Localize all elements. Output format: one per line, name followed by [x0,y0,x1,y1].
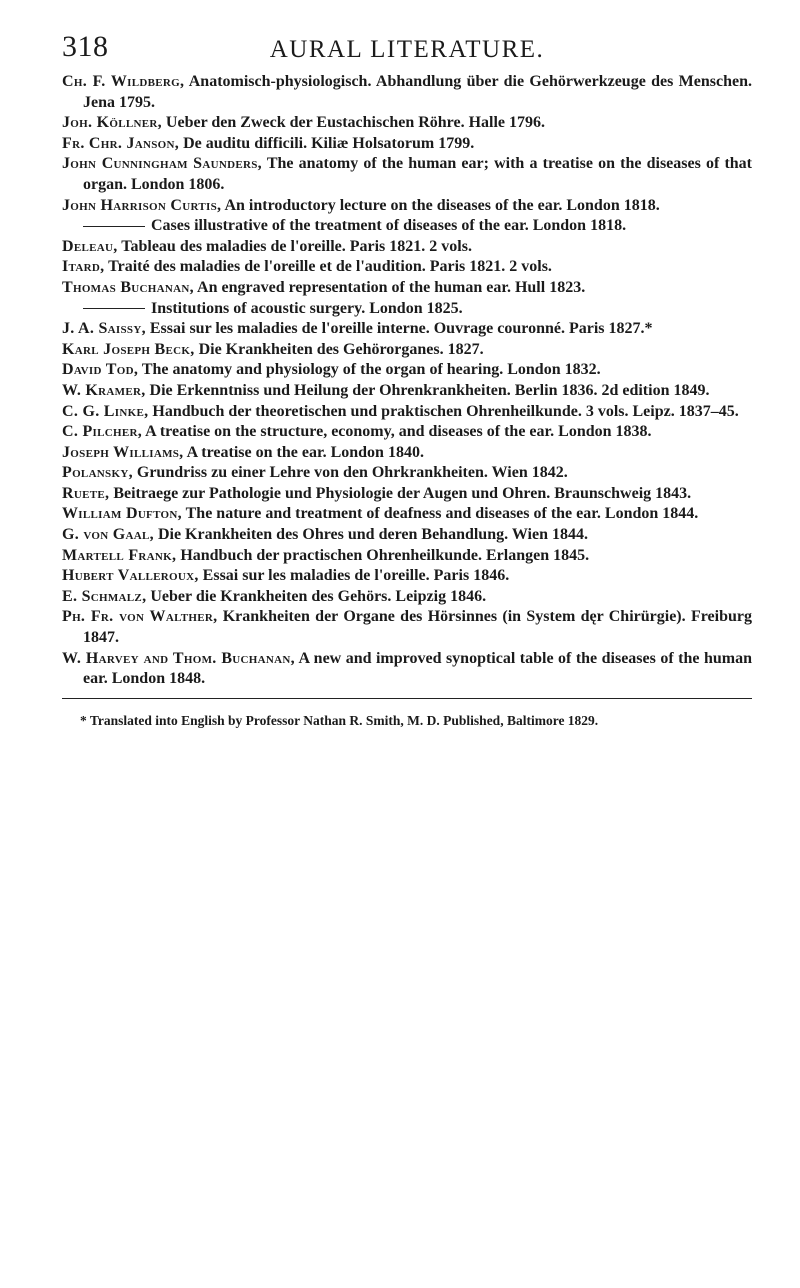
footnote-divider [62,698,752,699]
entry-author: E. Schmalz, [62,587,147,605]
entry-text: The anatomy and physiology of the organ of hearing. London 1832. [138,361,601,379]
entry-text: Die Krankheiten des Gehörorganes. 1827. [194,340,484,358]
entry-text: A new and improved synoptical table of the diseases of the human ear. London 1848. [83,649,752,688]
bibliography-entry [62,134,752,155]
entry-text: Ueber die Krankheiten des Gehörs. Leipzig 1846. [146,587,487,605]
bibliography-entry [62,607,752,648]
running-title: AURAL LITERATURE. [269,36,545,63]
bibliography-entry [62,587,752,608]
bibliography-entry [62,525,752,546]
bibliography-entry [62,72,752,113]
entry-author: Deleau, [62,237,118,255]
bibliography-entry [62,113,752,134]
entry-author: Itard, [62,258,105,276]
entry-author: Polansky, [62,464,133,482]
entry-author: J. A. Saissy, [62,320,146,338]
entry-text: Anatomisch-physiologisch. Abhandlung über die Gehörwerkzeuge des Menschen. Jena 1795. [83,73,752,111]
bibliography-entry [62,196,752,217]
page-number: 318 [62,30,109,63]
bibliography-entry [62,319,752,340]
entry-author: Ruete, [62,484,110,502]
entry-author: Martell Frank, [62,546,177,564]
bibliography-entry [62,360,752,381]
entry-text: Cases illustrative of the treatment of diseases of the ear. London 1818. [151,217,627,235]
entry-author: W. Harvey and Thom. Buchanan, [62,649,295,667]
bibliography-entry [62,257,752,278]
entry-author: Ch. F. Wildberg, [62,73,185,90]
bibliography-list [62,72,752,690]
entry-text: Krankheiten der Organe des Hörsinnes (in System dęr Chirürgie). Freiburg 1847. [83,608,752,647]
entry-author: Karl Joseph Beck, [62,340,195,358]
entry-author: C. Pilcher, [62,423,143,441]
entry-author: William Dufton, [62,505,182,523]
entry-author: G. von Gaal, [62,526,154,544]
book-page [62,28,752,742]
entry-text: Ueber den Zweck der Eustachischen Röhre. Halle 1796. [161,114,546,132]
entry-author: Joseph Williams, [62,443,184,461]
entry-text: Tableau des maladies de l'oreille. Paris 1821. 2 vols. [117,237,472,255]
bibliography-entry [62,237,752,258]
bibliography-entry [62,216,752,237]
running-head [62,28,752,72]
entry-text: Traité des maladies de l'oreille et de l'audition. Paris 1821. 2 vols. [104,258,552,276]
bibliography-entry [62,422,752,443]
entry-text: Handbuch der practischen Ohrenheilkunde. Erlangen 1845. [176,546,590,564]
entry-text: The nature and treatment of deafness and diseases of the ear. London 1844. [181,505,699,523]
entry-text: A treatise on the ear. London 1840. [183,443,424,461]
bibliography-entry [62,484,752,505]
entry-text: De auditu difficili. Kiliæ Holsatorum 1799. [179,134,475,152]
bibliography-entry [62,546,752,567]
entry-author: W. Kramer, [62,381,146,399]
bibliography-entry [62,649,752,690]
entry-text: Die Krankheiten des Ohres und deren Behandlung. Wien 1844. [153,526,588,544]
entry-author: Fr. Chr. Janson, [62,134,180,152]
entry-author: Thomas Buchanan, [62,278,194,296]
entry-text: Handbuch der theoretischen und praktischen Ohrenheilkunde. 3 vols. Leipz. 1837–45. [148,402,739,420]
bibliography-entry [62,299,752,320]
ditto-rule [83,308,145,309]
bibliography-entry [62,278,752,299]
bibliography-entry [62,340,752,361]
entry-text: Die Erkenntniss und Heilung der Ohrenkrankheiten. Berlin 1836. 2d edition 1849. [145,381,710,399]
footnote: * Translated into English by Professor Nathan R. Smith, M. D. Published, Baltimore 1829. [80,712,599,728]
bibliography-entry [62,154,752,195]
entry-author: Ph. Fr. von Walther, [62,608,218,626]
entry-text: A treatise on the structure, economy, and diseases of the ear. London 1838. [142,423,652,441]
entry-author: John Harrison Curtis, [62,196,222,214]
entry-text: Essai sur les maladies de l'oreille. Paris 1846. [198,567,510,585]
bibliography-entry [62,463,752,484]
ditto-rule [83,226,145,227]
bibliography-entry [62,566,752,587]
entry-text: Beitraege zur Pathologie und Physiologie der Augen und Ohren. Braunschweig 1843. [109,484,692,502]
entry-text: Institutions of acoustic surgery. London 1825. [151,299,463,317]
entry-author: John Cunningham Saunders, [62,155,262,173]
entry-text: The anatomy of the human ear; with a treatise on the diseases of that organ. London 1806. [83,155,752,193]
entry-author: David Tod, [62,361,139,379]
entry-author: C. G. Linke, [62,402,149,420]
entry-text: Essai sur les maladies de l'oreille interne. Ouvrage couronné. Paris 1827.* [145,320,653,338]
entry-text: Grundriss zu einer Lehre von den Ohrkrankheiten. Wien 1842. [132,464,568,482]
entry-author: Hubert Valleroux, [62,567,199,585]
entry-author: Joh. Köllner, [62,114,162,132]
bibliography-entry [62,443,752,464]
bibliography-entry [62,381,752,402]
bibliography-entry [62,402,752,423]
entry-text: An introductory lecture on the diseases of the ear. London 1818. [221,196,660,214]
entry-text: An engraved representation of the human ear. Hull 1823. [193,278,586,296]
bibliography-entry [62,504,752,525]
